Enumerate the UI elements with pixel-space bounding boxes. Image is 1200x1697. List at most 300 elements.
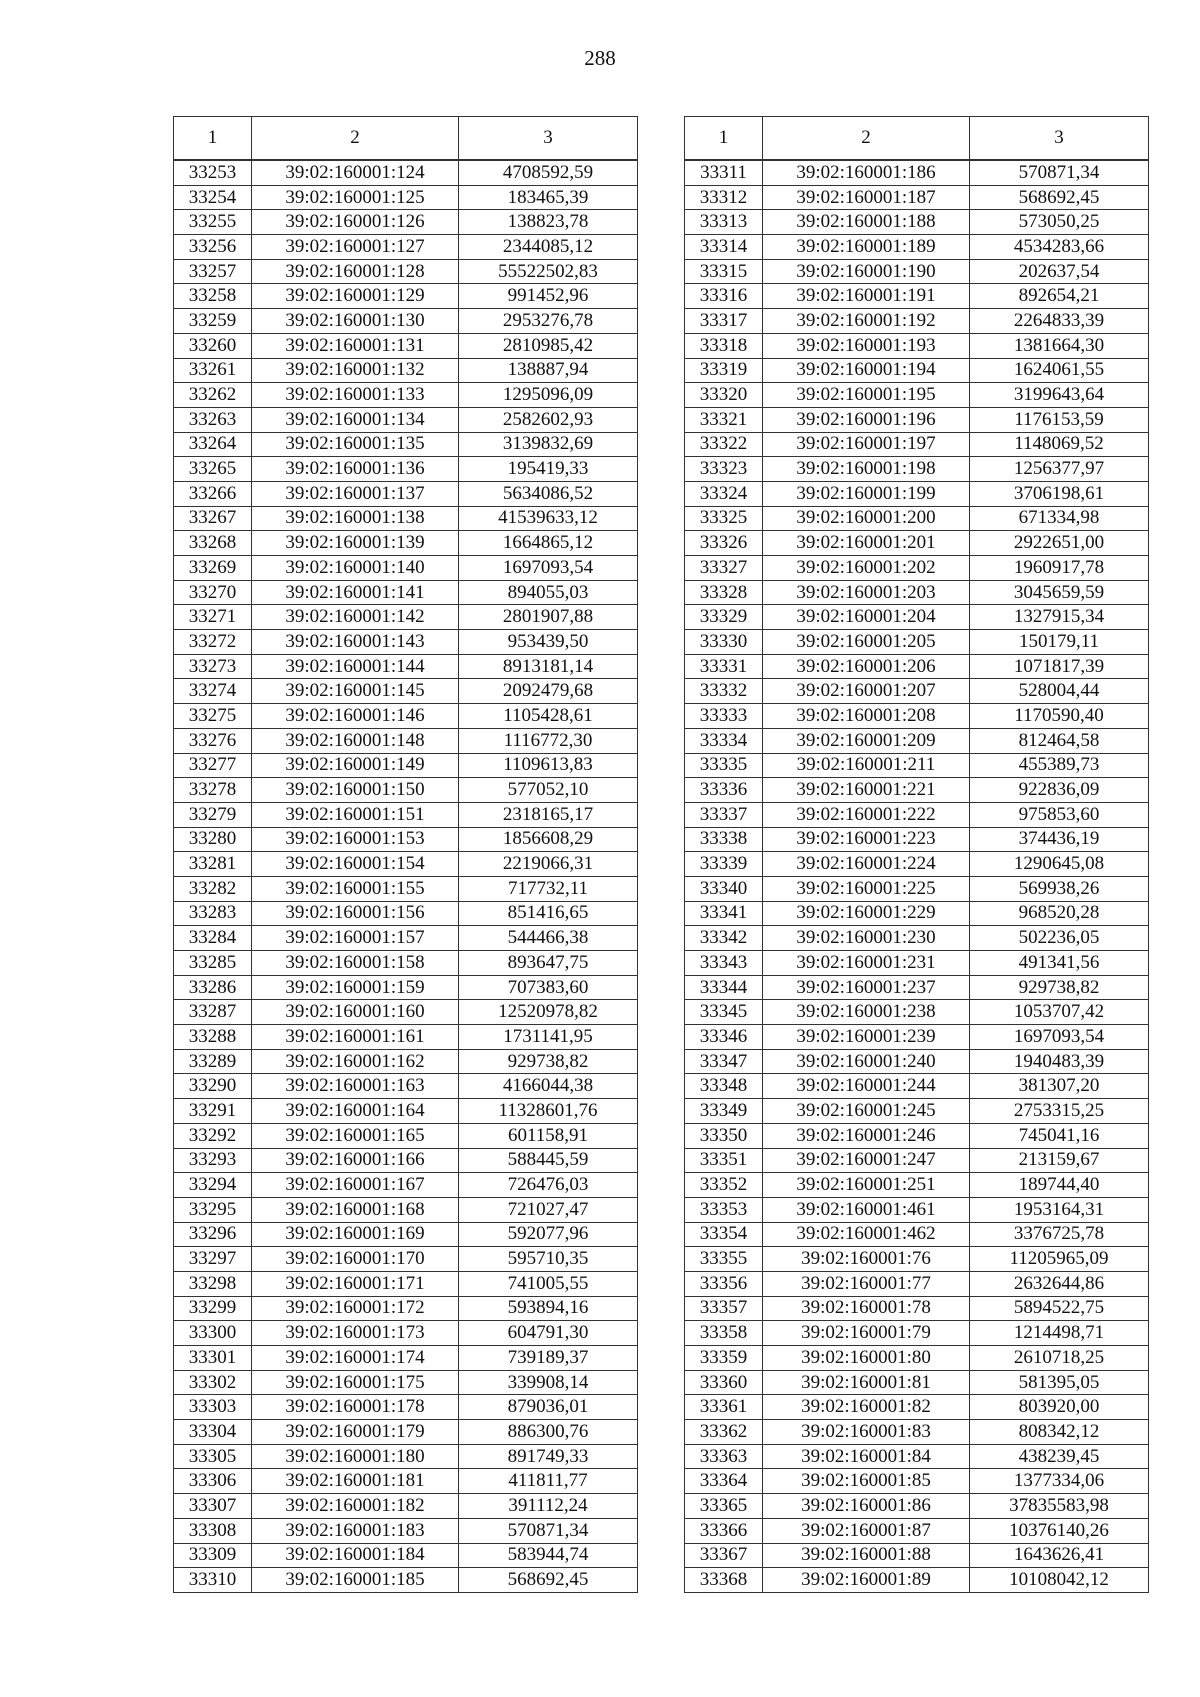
table-row	[685, 926, 1149, 951]
cadastral-number-cell: 39:02:160001:192	[763, 309, 970, 334]
row-number-cell: 33263	[174, 407, 252, 432]
value-cell: 502236,05	[970, 926, 1149, 951]
table-row	[685, 1395, 1149, 1420]
cadastral-number-cell: 39:02:160001:135	[252, 432, 459, 457]
value-cell: 1105428,61	[459, 704, 638, 729]
table-row	[174, 284, 638, 309]
value-cell: 3199643,64	[970, 383, 1149, 408]
cadastral-number-cell: 39:02:160001:127	[252, 235, 459, 260]
table-row	[174, 1568, 638, 1593]
cadastral-number-cell: 39:02:160001:83	[763, 1420, 970, 1445]
row-number-cell: 33304	[174, 1420, 252, 1445]
row-number-cell: 33299	[174, 1296, 252, 1321]
table-row	[174, 728, 638, 753]
row-number-cell: 33326	[685, 531, 763, 556]
value-cell: 5634086,52	[459, 481, 638, 506]
row-number-cell: 33364	[685, 1469, 763, 1494]
table-row	[174, 1271, 638, 1296]
value-cell: 741005,55	[459, 1271, 638, 1296]
value-cell: 213159,67	[970, 1148, 1149, 1173]
cadastral-number-cell: 39:02:160001:142	[252, 605, 459, 630]
cadastral-number-cell: 39:02:160001:134	[252, 407, 459, 432]
table-row	[685, 1296, 1149, 1321]
table-row	[174, 309, 638, 334]
value-cell: 953439,50	[459, 630, 638, 655]
cadastral-number-cell: 39:02:160001:231	[763, 951, 970, 976]
table-row	[174, 210, 638, 235]
value-cell: 1643626,41	[970, 1543, 1149, 1568]
value-cell: 991452,96	[459, 284, 638, 309]
cadastral-number-cell: 39:02:160001:137	[252, 481, 459, 506]
header-col-2: 2	[252, 117, 459, 161]
value-cell: 570871,34	[970, 160, 1149, 185]
table-row	[174, 1296, 638, 1321]
value-cell: 929738,82	[459, 1049, 638, 1074]
row-number-cell: 33292	[174, 1123, 252, 1148]
cadastral-number-cell: 39:02:160001:153	[252, 827, 459, 852]
row-number-cell: 33356	[685, 1271, 763, 1296]
value-cell: 2264833,39	[970, 309, 1149, 334]
cadastral-number-cell: 39:02:160001:240	[763, 1049, 970, 1074]
cadastral-number-cell: 39:02:160001:88	[763, 1543, 970, 1568]
header-row	[174, 117, 638, 161]
table-row	[174, 753, 638, 778]
table-row	[174, 1370, 638, 1395]
value-cell: 10376140,26	[970, 1518, 1149, 1543]
table-row	[685, 333, 1149, 358]
value-cell: 1327915,34	[970, 605, 1149, 630]
table-row	[174, 383, 638, 408]
value-cell: 577052,10	[459, 778, 638, 803]
value-cell: 1697093,54	[459, 556, 638, 581]
cadastral-number-cell: 39:02:160001:238	[763, 1000, 970, 1025]
cadastral-number-cell: 39:02:160001:209	[763, 728, 970, 753]
value-cell: 3139832,69	[459, 432, 638, 457]
row-number-cell: 33367	[685, 1543, 763, 1568]
table-row	[174, 580, 638, 605]
cadastral-number-cell: 39:02:160001:251	[763, 1173, 970, 1198]
row-number-cell: 33341	[685, 901, 763, 926]
value-cell: 2801907,88	[459, 605, 638, 630]
value-cell: 2753315,25	[970, 1099, 1149, 1124]
value-cell: 11328601,76	[459, 1099, 638, 1124]
table-row	[174, 556, 638, 581]
row-number-cell: 33284	[174, 926, 252, 951]
row-number-cell: 33312	[685, 185, 763, 210]
value-cell: 195419,33	[459, 457, 638, 482]
cadastral-number-cell: 39:02:160001:77	[763, 1271, 970, 1296]
cadastral-number-cell: 39:02:160001:461	[763, 1197, 970, 1222]
table-row	[174, 951, 638, 976]
table-row	[685, 876, 1149, 901]
row-number-cell: 33301	[174, 1346, 252, 1371]
cadastral-number-cell: 39:02:160001:195	[763, 383, 970, 408]
table-row	[174, 481, 638, 506]
cadastral-number-cell: 39:02:160001:140	[252, 556, 459, 581]
table-row	[685, 160, 1149, 185]
table-row	[174, 679, 638, 704]
row-number-cell: 33285	[174, 951, 252, 976]
table-row	[174, 531, 638, 556]
value-cell: 1697093,54	[970, 1025, 1149, 1050]
row-number-cell: 33310	[174, 1568, 252, 1593]
cadastral-number-cell: 39:02:160001:205	[763, 630, 970, 655]
cadastral-number-cell: 39:02:160001:87	[763, 1518, 970, 1543]
value-cell: 2582602,93	[459, 407, 638, 432]
row-number-cell: 33261	[174, 358, 252, 383]
cadastral-number-cell: 39:02:160001:225	[763, 876, 970, 901]
row-number-cell: 33359	[685, 1346, 763, 1371]
value-cell: 588445,59	[459, 1148, 638, 1173]
table-row	[685, 185, 1149, 210]
table-row	[685, 1568, 1149, 1593]
table-row	[685, 1148, 1149, 1173]
table-row	[685, 1025, 1149, 1050]
row-number-cell: 33351	[685, 1148, 763, 1173]
cadastral-number-cell: 39:02:160001:80	[763, 1346, 970, 1371]
value-cell: 1053707,42	[970, 1000, 1149, 1025]
table-row	[685, 1494, 1149, 1519]
cadastral-number-cell: 39:02:160001:172	[252, 1296, 459, 1321]
table-row	[685, 1173, 1149, 1198]
row-number-cell: 33298	[174, 1271, 252, 1296]
value-cell: 595710,35	[459, 1247, 638, 1272]
value-cell: 339908,14	[459, 1370, 638, 1395]
cadastral-number-cell: 39:02:160001:141	[252, 580, 459, 605]
value-cell: 568692,45	[459, 1568, 638, 1593]
cadastral-number-cell: 39:02:160001:128	[252, 259, 459, 284]
row-number-cell: 33366	[685, 1518, 763, 1543]
table-row	[685, 457, 1149, 482]
cadastral-number-cell: 39:02:160001:196	[763, 407, 970, 432]
cadastral-number-cell: 39:02:160001:229	[763, 901, 970, 926]
cadastral-number-cell: 39:02:160001:130	[252, 309, 459, 334]
value-cell: 138887,94	[459, 358, 638, 383]
row-number-cell: 33273	[174, 654, 252, 679]
row-number-cell: 33358	[685, 1321, 763, 1346]
value-cell: 5894522,75	[970, 1296, 1149, 1321]
table-row	[685, 1321, 1149, 1346]
cadastral-number-cell: 39:02:160001:201	[763, 531, 970, 556]
row-number-cell: 33332	[685, 679, 763, 704]
row-number-cell: 33290	[174, 1074, 252, 1099]
cadastral-number-cell: 39:02:160001:129	[252, 284, 459, 309]
table-row	[685, 1000, 1149, 1025]
row-number-cell: 33266	[174, 481, 252, 506]
header-col-3: 3	[970, 117, 1149, 161]
table-row	[685, 951, 1149, 976]
value-cell: 2810985,42	[459, 333, 638, 358]
table-row	[685, 531, 1149, 556]
value-cell: 1176153,59	[970, 407, 1149, 432]
row-number-cell: 33283	[174, 901, 252, 926]
cadastral-number-cell: 39:02:160001:173	[252, 1321, 459, 1346]
value-cell: 3376725,78	[970, 1222, 1149, 1247]
table-row	[685, 1197, 1149, 1222]
table-row	[685, 580, 1149, 605]
value-cell: 569938,26	[970, 876, 1149, 901]
row-number-cell: 33368	[685, 1568, 763, 1593]
cadastral-number-cell: 39:02:160001:239	[763, 1025, 970, 1050]
cadastral-number-cell: 39:02:160001:163	[252, 1074, 459, 1099]
value-cell: 1731141,95	[459, 1025, 638, 1050]
row-number-cell: 33362	[685, 1420, 763, 1445]
cadastral-number-cell: 39:02:160001:169	[252, 1222, 459, 1247]
table-row	[685, 407, 1149, 432]
table-row	[685, 1074, 1149, 1099]
value-cell: 583944,74	[459, 1543, 638, 1568]
value-cell: 570871,34	[459, 1518, 638, 1543]
row-number-cell: 33296	[174, 1222, 252, 1247]
value-cell: 2610718,25	[970, 1346, 1149, 1371]
table-row	[174, 1148, 638, 1173]
cadastral-number-cell: 39:02:160001:154	[252, 852, 459, 877]
value-cell: 2344085,12	[459, 235, 638, 260]
cadastral-number-cell: 39:02:160001:189	[763, 235, 970, 260]
cadastral-number-cell: 39:02:160001:76	[763, 1247, 970, 1272]
row-number-cell: 33323	[685, 457, 763, 482]
page-number: 288	[584, 46, 616, 70]
cadastral-number-cell: 39:02:160001:143	[252, 630, 459, 655]
value-cell: 528004,44	[970, 679, 1149, 704]
row-number-cell: 33336	[685, 778, 763, 803]
value-cell: 568692,45	[970, 185, 1149, 210]
table-row	[685, 1444, 1149, 1469]
cadastral-number-cell: 39:02:160001:197	[763, 432, 970, 457]
row-number-cell: 33355	[685, 1247, 763, 1272]
row-number-cell: 33309	[174, 1543, 252, 1568]
table-row	[685, 630, 1149, 655]
value-cell: 1214498,71	[970, 1321, 1149, 1346]
value-cell: 1381664,30	[970, 333, 1149, 358]
value-cell: 601158,91	[459, 1123, 638, 1148]
table-row	[174, 185, 638, 210]
row-number-cell: 33349	[685, 1099, 763, 1124]
row-number-cell: 33271	[174, 605, 252, 630]
table-row	[685, 1049, 1149, 1074]
value-cell: 12520978,82	[459, 1000, 638, 1025]
row-number-cell: 33342	[685, 926, 763, 951]
value-cell: 1377334,06	[970, 1469, 1149, 1494]
value-cell: 671334,98	[970, 506, 1149, 531]
row-number-cell: 33253	[174, 160, 252, 185]
value-cell: 803920,00	[970, 1395, 1149, 1420]
row-number-cell: 33265	[174, 457, 252, 482]
value-cell: 893647,75	[459, 951, 638, 976]
row-number-cell: 33277	[174, 753, 252, 778]
cadastral-number-cell: 39:02:160001:165	[252, 1123, 459, 1148]
table-row	[174, 407, 638, 432]
value-cell: 544466,38	[459, 926, 638, 951]
value-cell: 894055,03	[459, 580, 638, 605]
table-row	[174, 1469, 638, 1494]
cadastral-number-cell: 39:02:160001:237	[763, 975, 970, 1000]
table-row	[174, 1197, 638, 1222]
row-number-cell: 33319	[685, 358, 763, 383]
table-row	[685, 852, 1149, 877]
cadastral-number-cell: 39:02:160001:124	[252, 160, 459, 185]
cadastral-number-cell: 39:02:160001:190	[763, 259, 970, 284]
cadastral-number-cell: 39:02:160001:244	[763, 1074, 970, 1099]
cadastral-number-cell: 39:02:160001:193	[763, 333, 970, 358]
table-row	[174, 654, 638, 679]
value-cell: 189744,40	[970, 1173, 1149, 1198]
value-cell: 1071817,39	[970, 654, 1149, 679]
value-cell: 491341,56	[970, 951, 1149, 976]
cadastral-number-cell: 39:02:160001:161	[252, 1025, 459, 1050]
row-number-cell: 33318	[685, 333, 763, 358]
cadastral-number-cell: 39:02:160001:246	[763, 1123, 970, 1148]
value-cell: 1170590,40	[970, 704, 1149, 729]
row-number-cell: 33330	[685, 630, 763, 655]
row-number-cell: 33258	[174, 284, 252, 309]
value-cell: 2632644,86	[970, 1271, 1149, 1296]
row-number-cell: 33272	[174, 630, 252, 655]
value-cell: 879036,01	[459, 1395, 638, 1420]
row-number-cell: 33291	[174, 1099, 252, 1124]
value-cell: 1109613,83	[459, 753, 638, 778]
value-cell: 851416,65	[459, 901, 638, 926]
table-row	[174, 259, 638, 284]
value-cell: 968520,28	[970, 901, 1149, 926]
row-number-cell: 33297	[174, 1247, 252, 1272]
table-row	[174, 1099, 638, 1124]
table-row	[685, 259, 1149, 284]
table-row	[174, 1543, 638, 1568]
row-number-cell: 33315	[685, 259, 763, 284]
row-number-cell: 33353	[685, 1197, 763, 1222]
row-number-cell: 33289	[174, 1049, 252, 1074]
cadastral-number-cell: 39:02:160001:188	[763, 210, 970, 235]
row-number-cell: 33328	[685, 580, 763, 605]
row-number-cell: 33278	[174, 778, 252, 803]
table-row	[174, 1074, 638, 1099]
value-cell: 150179,11	[970, 630, 1149, 655]
row-number-cell: 33287	[174, 1000, 252, 1025]
row-number-cell: 33343	[685, 951, 763, 976]
cadastral-number-cell: 39:02:160001:199	[763, 481, 970, 506]
table-row	[685, 1271, 1149, 1296]
row-number-cell: 33322	[685, 432, 763, 457]
row-number-cell: 33340	[685, 876, 763, 901]
cadastral-number-cell: 39:02:160001:156	[252, 901, 459, 926]
cadastral-number-cell: 39:02:160001:166	[252, 1148, 459, 1173]
cadastral-number-cell: 39:02:160001:204	[763, 605, 970, 630]
table-row	[685, 383, 1149, 408]
table-row	[174, 704, 638, 729]
row-number-cell: 33262	[174, 383, 252, 408]
header-col-1: 1	[685, 117, 763, 161]
value-cell: 3706198,61	[970, 481, 1149, 506]
table-row	[685, 728, 1149, 753]
table-row	[685, 975, 1149, 1000]
row-number-cell: 33274	[174, 679, 252, 704]
row-number-cell: 33325	[685, 506, 763, 531]
cadastral-number-cell: 39:02:160001:179	[252, 1420, 459, 1445]
table-row	[685, 753, 1149, 778]
row-number-cell: 33270	[174, 580, 252, 605]
cadastral-number-cell: 39:02:160001:180	[252, 1444, 459, 1469]
cadastral-number-cell: 39:02:160001:157	[252, 926, 459, 951]
table-row	[174, 432, 638, 457]
row-number-cell: 33259	[174, 309, 252, 334]
table-row	[685, 778, 1149, 803]
table-row	[685, 358, 1149, 383]
value-cell: 11205965,09	[970, 1247, 1149, 1272]
value-cell: 739189,37	[459, 1346, 638, 1371]
row-number-cell: 33257	[174, 259, 252, 284]
value-cell: 726476,03	[459, 1173, 638, 1198]
value-cell: 1148069,52	[970, 432, 1149, 457]
cadastral-number-cell: 39:02:160001:206	[763, 654, 970, 679]
row-number-cell: 33303	[174, 1395, 252, 1420]
cadastral-number-cell: 39:02:160001:198	[763, 457, 970, 482]
row-number-cell: 33288	[174, 1025, 252, 1050]
row-number-cell: 33269	[174, 556, 252, 581]
cadastral-number-cell: 39:02:160001:138	[252, 506, 459, 531]
value-cell: 3045659,59	[970, 580, 1149, 605]
cadastral-number-cell: 39:02:160001:159	[252, 975, 459, 1000]
table-row	[174, 1395, 638, 1420]
cadastral-number-cell: 39:02:160001:183	[252, 1518, 459, 1543]
cadastral-number-cell: 39:02:160001:182	[252, 1494, 459, 1519]
row-number-cell: 33300	[174, 1321, 252, 1346]
cadastral-number-cell: 39:02:160001:148	[252, 728, 459, 753]
table-row	[174, 358, 638, 383]
cadastral-number-cell: 39:02:160001:207	[763, 679, 970, 704]
table-row	[174, 852, 638, 877]
table-row	[174, 457, 638, 482]
cadastral-number-cell: 39:02:160001:150	[252, 778, 459, 803]
row-number-cell: 33360	[685, 1370, 763, 1395]
table-row	[685, 704, 1149, 729]
row-number-cell: 33302	[174, 1370, 252, 1395]
table-row	[685, 1469, 1149, 1494]
row-number-cell: 33316	[685, 284, 763, 309]
header-col-1: 1	[174, 117, 252, 161]
cadastral-number-cell: 39:02:160001:79	[763, 1321, 970, 1346]
cadastral-number-cell: 39:02:160001:202	[763, 556, 970, 581]
cadastral-number-cell: 39:02:160001:151	[252, 802, 459, 827]
row-number-cell: 33333	[685, 704, 763, 729]
value-cell: 721027,47	[459, 1197, 638, 1222]
value-cell: 2219066,31	[459, 852, 638, 877]
table-row	[685, 802, 1149, 827]
row-number-cell: 33338	[685, 827, 763, 852]
table-row	[174, 802, 638, 827]
value-cell: 391112,24	[459, 1494, 638, 1519]
value-cell: 41539633,12	[459, 506, 638, 531]
row-number-cell: 33306	[174, 1469, 252, 1494]
row-number-cell: 33295	[174, 1197, 252, 1222]
value-cell: 1960917,78	[970, 556, 1149, 581]
value-cell: 202637,54	[970, 259, 1149, 284]
table-row	[685, 1518, 1149, 1543]
table-row	[685, 556, 1149, 581]
value-cell: 1116772,30	[459, 728, 638, 753]
value-cell: 4534283,66	[970, 235, 1149, 260]
value-cell: 1256377,97	[970, 457, 1149, 482]
row-number-cell: 33267	[174, 506, 252, 531]
value-cell: 438239,45	[970, 1444, 1149, 1469]
table-row	[174, 1025, 638, 1050]
table-row	[174, 506, 638, 531]
cadastral-number-cell: 39:02:160001:230	[763, 926, 970, 951]
cadastral-number-cell: 39:02:160001:462	[763, 1222, 970, 1247]
table-row	[174, 827, 638, 852]
table-row	[685, 481, 1149, 506]
row-number-cell: 33344	[685, 975, 763, 1000]
